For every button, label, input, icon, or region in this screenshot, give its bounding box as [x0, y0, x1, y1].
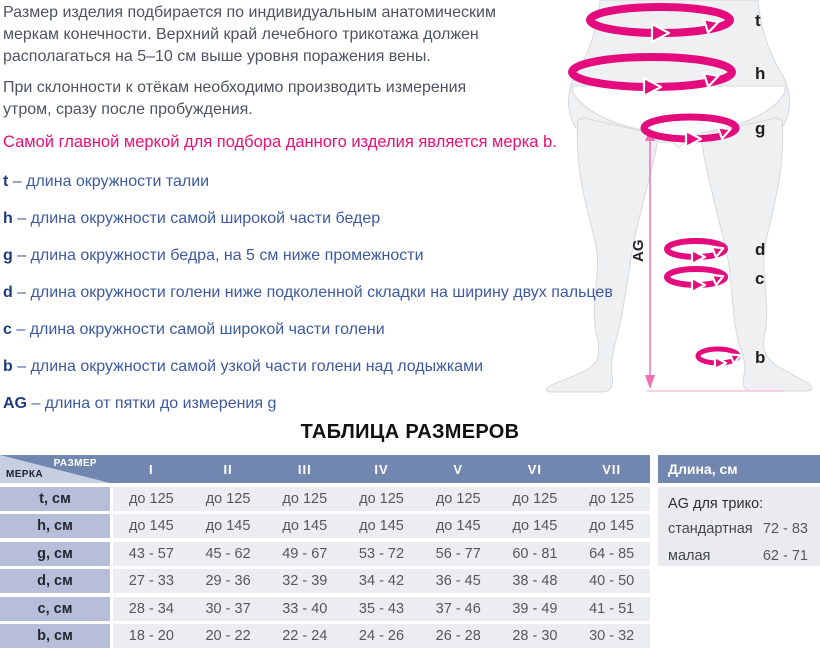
- marker-label-d: d: [755, 240, 766, 259]
- measurement-list: [3, 171, 651, 415]
- size-cell: 30 - 37: [205, 600, 251, 617]
- column-header-II: II: [223, 461, 233, 477]
- row-data-strip: [113, 569, 650, 593]
- length-rows: [668, 516, 808, 570]
- size-cell: до 125: [128, 490, 174, 507]
- size-cell: 41 - 51: [589, 600, 635, 617]
- column-header-V: V: [453, 461, 464, 477]
- table-corner-cell: [0, 455, 110, 483]
- column-header-I: I: [149, 461, 154, 477]
- column-header-IV: IV: [374, 461, 389, 477]
- length-value: 72 - 83: [762, 520, 808, 537]
- length-row: [668, 543, 808, 570]
- size-cell: до 125: [512, 490, 558, 507]
- size-cell: 37 - 46: [435, 600, 481, 617]
- size-cell: 38 - 48: [512, 573, 558, 589]
- size-cell: 28 - 30: [512, 628, 558, 644]
- row-label: h, см: [0, 514, 110, 538]
- intro-text-block: [3, 2, 651, 430]
- length-row: [668, 516, 808, 543]
- size-cell: до 145: [205, 518, 251, 534]
- measurement-item-AG: [3, 393, 651, 415]
- row-data-strip: [113, 542, 650, 566]
- measure-ring-b: [698, 349, 742, 369]
- row-label: c, см: [0, 597, 110, 621]
- row-label: g, см: [0, 542, 110, 566]
- corner-label-size: РАЗМЕР: [53, 458, 97, 469]
- table-row: [0, 624, 650, 648]
- size-cell: до 145: [589, 518, 635, 534]
- size-cell: 18 - 20: [128, 628, 174, 644]
- measurement-key: d: [3, 284, 13, 301]
- size-cell: 53 - 72: [358, 545, 405, 562]
- measure-ring-c: [667, 269, 725, 292]
- marker-label-h: h: [755, 64, 766, 83]
- size-cell: 43 - 57: [128, 545, 174, 562]
- row-label: b, см: [0, 624, 110, 648]
- measure-ring-d: [667, 241, 725, 264]
- column-header-VI: VI: [527, 461, 543, 477]
- length-panel-body: [658, 487, 820, 566]
- length-panel-header: Длина, см: [658, 455, 820, 483]
- table-row: [0, 597, 650, 621]
- column-headers: [113, 455, 650, 483]
- measurement-desc: – длина окружности талии: [8, 173, 210, 190]
- size-cell: до 145: [282, 518, 328, 534]
- length-panel: [658, 455, 820, 566]
- table-row: [0, 569, 650, 593]
- size-cell: до 145: [128, 518, 174, 534]
- measurement-desc: – длина от пятки до измерения g: [27, 395, 277, 412]
- table-row: [0, 514, 650, 538]
- size-cell: 20 - 22: [205, 628, 251, 644]
- ag-label: AG: [630, 239, 647, 262]
- size-cell: 45 - 62: [205, 545, 251, 562]
- measurement-desc: – длина окружности самой широкой части бедер: [12, 210, 381, 227]
- size-cell: 36 - 45: [435, 573, 481, 589]
- size-cell: до 125: [589, 490, 635, 507]
- measurement-desc: – длина окружности самой узкой части голени над лодыжками: [12, 358, 484, 375]
- size-cell: 29 - 36: [205, 573, 251, 589]
- size-table: [0, 455, 650, 648]
- corner-label-measure: МЕРКА: [6, 469, 43, 480]
- size-cell: до 145: [359, 518, 404, 534]
- row-label: t, см: [0, 487, 110, 511]
- table-row: [0, 542, 650, 566]
- size-cell: 40 - 50: [589, 573, 635, 589]
- row-data-strip: [113, 597, 650, 621]
- measurement-key: g: [3, 247, 13, 264]
- size-cell: 60 - 81: [512, 545, 558, 562]
- row-label: d, см: [0, 569, 110, 593]
- marker-label-g: g: [755, 119, 766, 138]
- size-cell: 22 - 24: [282, 628, 328, 644]
- measurement-item-h: [3, 208, 651, 230]
- size-cell: 26 - 28: [435, 628, 481, 644]
- size-cell: 24 - 26: [358, 628, 405, 644]
- measurement-desc: – длина окружности голени ниже подколенной складки на ширину двух пальцев: [12, 284, 613, 301]
- measurement-item-t: [3, 171, 651, 193]
- size-cell: 34 - 42: [358, 573, 405, 589]
- size-cell: до 125: [282, 490, 328, 507]
- size-cell: 32 - 39: [282, 573, 328, 589]
- intro-paragraph-1: Размер изделия подбирается по индивидуальным анатомическим меркам конечности. Верхний край лечебного трикотажа должен располагаться на 5–10 см выше уровня поражения вены.: [3, 4, 496, 65]
- size-cell: 49 - 67: [282, 545, 328, 562]
- size-cell: до 125: [205, 490, 251, 507]
- measurement-key: b: [3, 358, 13, 375]
- marker-label-b: b: [755, 348, 766, 367]
- size-cell: 30 - 32: [589, 628, 635, 644]
- marker-label-t: t: [755, 11, 761, 30]
- measurement-key: AG: [3, 395, 27, 412]
- size-cell: 64 - 85: [589, 545, 635, 562]
- table-row: [0, 487, 650, 511]
- measurement-item-c: [3, 319, 651, 341]
- size-cell: до 145: [512, 518, 558, 534]
- size-cell: 27 - 33: [128, 573, 174, 589]
- size-cell: 39 - 49: [512, 600, 558, 617]
- intro-highlight: Самой главной меркой для подбора данного изделия является мерка b.: [3, 133, 557, 151]
- length-panel-subtitle: AG для трико:: [668, 495, 764, 512]
- measurement-desc: – длина окружности самой широкой части голени: [11, 321, 385, 338]
- length-value: 62 - 71: [762, 547, 808, 564]
- row-data-strip: [113, 624, 650, 648]
- table-header-row: [0, 455, 650, 483]
- size-cell: 35 - 43: [358, 600, 405, 617]
- measurement-key: t: [3, 173, 9, 190]
- row-data-strip: [113, 514, 650, 538]
- length-name: стандартная: [668, 520, 753, 537]
- size-table-title: ТАБЛИЦА РАЗМЕРОВ: [300, 421, 520, 443]
- measurement-item-b: [3, 356, 651, 378]
- intro-paragraph-2: При склонности к отёкам необходимо производить измерения утром, сразу после пробуждения.: [3, 79, 467, 118]
- size-cell: 33 - 40: [282, 600, 328, 617]
- measurement-item-d: [3, 282, 651, 304]
- measurement-key: h: [3, 210, 13, 227]
- table-body: [0, 487, 650, 649]
- measurement-desc: – длина окружности бедра, на 5 см ниже промежности: [12, 247, 424, 264]
- size-cell: до 125: [435, 490, 481, 507]
- measurement-key: c: [3, 321, 12, 338]
- length-name: малая: [668, 547, 711, 564]
- row-data-strip: [113, 487, 650, 511]
- size-cell: до 125: [359, 490, 404, 507]
- marker-label-c: c: [755, 269, 765, 288]
- size-cell: до 145: [435, 518, 481, 534]
- size-cell: 56 - 77: [435, 545, 481, 562]
- column-header-III: III: [297, 461, 312, 477]
- measurement-item-g: [3, 245, 651, 267]
- column-header-VII: VII: [602, 461, 622, 477]
- size-cell: 28 - 34: [128, 600, 174, 617]
